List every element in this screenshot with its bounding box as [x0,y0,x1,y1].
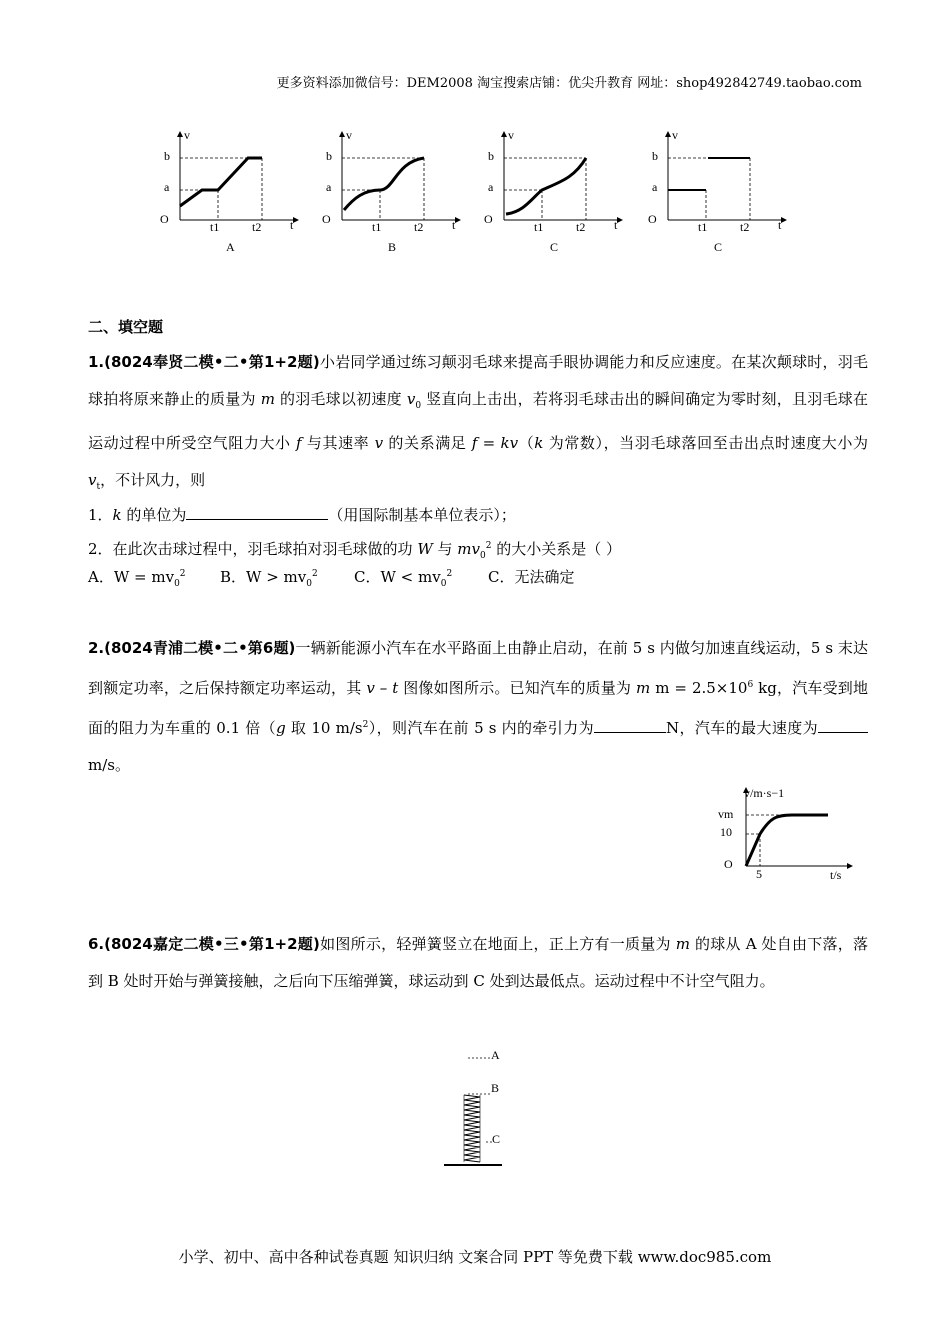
answer-blank-max-speed[interactable] [818,731,868,733]
question-1-label: 1.(8024奉贤二模•二•第1+2题) [88,353,320,371]
answer-blank-force[interactable] [594,731,666,733]
svg-text:O: O [484,212,493,226]
question-6: 6.(8024嘉定二模•三•第1+2题)如图所示，轻弹簧竖立在地面上，正上方有一质量为 m 的球从 A 处自由下落，落到 B 处时开始与弹簧接触，之后向下压缩弹簧，球运动到 C 处到达最低点。运动过程中不计空气阻力。 [88,935,868,990]
section-title: 二、填空题 [88,318,164,336]
svg-text:B: B [491,1081,500,1095]
svg-text:C: C [492,1132,501,1146]
svg-text:vm: vm [718,807,734,821]
svg-text:t1: t1 [210,220,220,234]
option-b[interactable]: B．$W > mv_0^2$ [220,568,318,589]
svg-text:t: t [452,218,456,232]
graph-b [322,128,460,254]
svg-text:t2: t2 [740,220,750,234]
svg-text:v: v [508,128,514,142]
svg-text:v: v [346,128,352,142]
svg-text:b: b [652,149,658,163]
svg-text:10: 10 [720,825,732,839]
svg-text:a: a [164,180,170,194]
question-1-sub-2: 2．在此次击球过程中，羽毛球拍对羽毛球做的功 W 与 $mv_0^2$ 的大小关系是（ ） [88,540,622,561]
svg-text:O: O [648,212,657,226]
svg-text:b: b [488,149,494,163]
question-2-label: 2.(8024青浦二模•二•第6题) [88,639,296,657]
graph-c [484,128,622,254]
svg-text:O: O [160,212,169,226]
svg-text:t1: t1 [534,220,544,234]
svg-text:t2: t2 [252,220,262,234]
question-1-options [88,566,608,588]
caption-d: C [714,240,723,254]
svg-text:t2: t2 [576,220,586,234]
caption-c: C [550,240,559,254]
option-c[interactable]: C．$W < mv_0^2$ [354,568,453,589]
svg-text:O: O [322,212,331,226]
question-1: 1.(8024奉贤二模•二•第1+2题)小岩同学通过练习颠羽毛球来提高手眼协调能力和反应速度。在某次颠球时，羽毛球拍将原来静止的质量为 m 的羽毛球以初速度 $v_0$ 竖直向上击出，若将羽毛球击出的瞬间确定为零时刻，且羽毛球在运动过程中所受空气阻力大小 f 与其速率 v 的关系满足 f = kv（k 为常数），当羽毛球落回至击出点时速度大小为 $v_t$，不计风力，则 [88,353,868,492]
page-footer: 小学、初中、高中各种试卷真题 知识归纳 文案合同 PPT 等免费下载 www.doc985.com [178,1248,772,1266]
svg-text:t: t [614,218,618,232]
question-2: 2.(8024青浦二模•二•第6题)一辆新能源小汽车在水平路面上由静止启动，在前 5 s 内做匀加速直线运动，5 s 末达到额定功率，之后保持额定功率运动，其 v – t 图像如图所示。已知汽车的质量为 m $m = 2.5\times 10^6$ kg，汽车受到地面的阻力为车重的 0.1 倍（g 取 10 $m/s^2$），则汽车在前 5 s 内的牵引力为 N，汽车的最大速度为m/s。 [88,639,869,774]
svg-text:t2: t2 [414,220,424,234]
option-d[interactable]: C．无法确定 [488,568,575,586]
caption-b: B [388,240,397,254]
caption-a: A [226,240,235,254]
axis-v-label: v [184,128,190,142]
answer-blank-k-unit[interactable] [186,518,328,520]
question-1-sub-1: 1．k 的单位为 （用国际制基本单位表示）； [88,506,516,524]
svg-text:5: 5 [756,867,762,881]
q2-ylabel: v/m·s−1 [744,786,785,800]
svg-text:t/s: t/s [830,868,842,882]
graph-a [160,128,298,254]
svg-text:t1: t1 [698,220,708,234]
option-a[interactable]: A．$W = mv_0^2$ [88,568,186,589]
svg-text:v: v [672,128,678,142]
question-6-label: 6.(8024嘉定二模•三•第1+2题) [88,935,320,953]
svg-text:A: A [491,1048,500,1062]
svg-text:a: a [652,180,658,194]
svg-text:a: a [488,180,494,194]
svg-text:t: t [290,218,294,232]
spring-figure [436,1044,526,1174]
q2-vt-graph [712,784,862,884]
svg-text:a: a [326,180,332,194]
page-header: 更多资料添加微信号：DEM2008 淘宝搜索店铺：优尖升教育 网址：shop492842749.taobao.com [276,76,862,91]
graph-d [648,128,786,254]
svg-text:t1: t1 [372,220,382,234]
svg-text:b: b [164,149,170,163]
vt-graph-options [150,128,810,258]
svg-text:O: O [724,857,733,871]
svg-text:b: b [326,149,332,163]
svg-text:t: t [778,218,782,232]
